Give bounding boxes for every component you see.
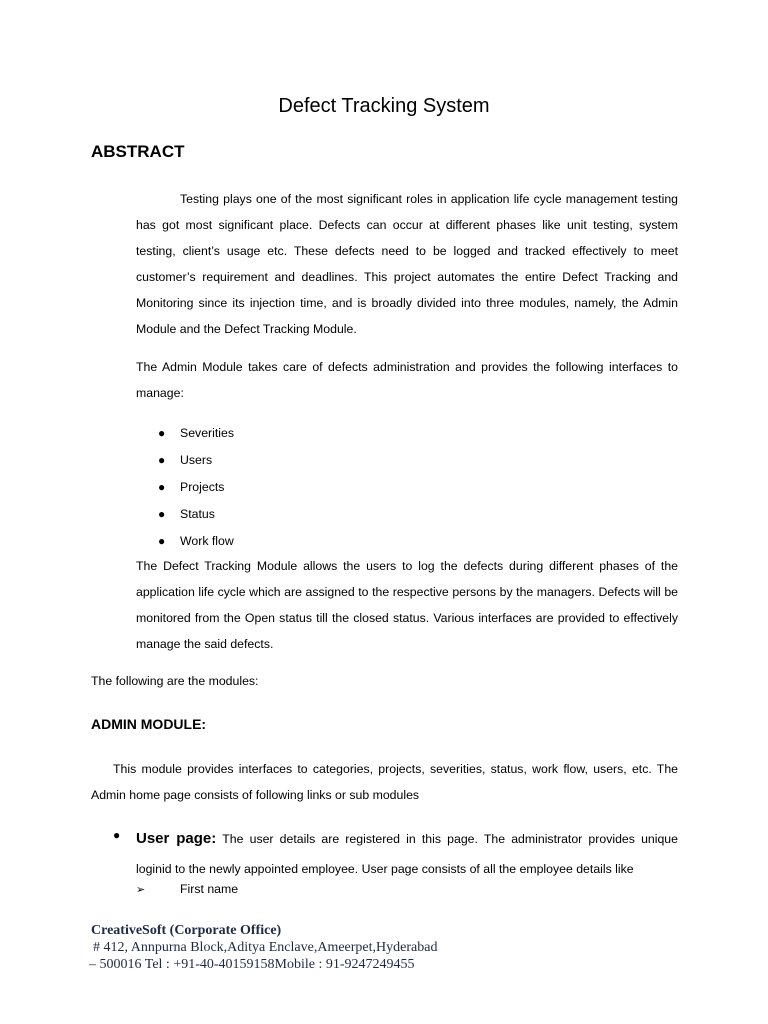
list-item: ● Users bbox=[136, 449, 234, 476]
bullet-icon: ● bbox=[113, 828, 121, 842]
bullet-icon: ● bbox=[158, 534, 166, 548]
list-item: ● Severities bbox=[136, 422, 234, 449]
bullet-icon: ● bbox=[158, 453, 166, 467]
user-page-text: The user details are registered in this page. The administrator provides unique loginid to the newly appointed employee. User page consists of all the employee details like bbox=[136, 832, 678, 876]
bullet-icon: ● bbox=[158, 426, 166, 440]
abstract-heading: ABSTRACT bbox=[91, 142, 185, 161]
user-page-item bbox=[91, 824, 678, 884]
modules-intro: The following are the modules: bbox=[91, 674, 259, 688]
footer-address-line-1: # 412, Annpurna Block,Aditya Enclave,Ameerpet,Hyderabad bbox=[93, 940, 438, 955]
list-item: ● Projects bbox=[136, 476, 234, 503]
admin-interfaces-list bbox=[136, 422, 234, 557]
footer-address-line-2: – 500016 Tel : +91-40-40159158Mobile : 91-9247249455 bbox=[89, 957, 415, 972]
user-page-label: User page: bbox=[136, 830, 217, 847]
abstract-paragraph-2: The Admin Module takes care of defects administration and provides the following interfaces to manage: bbox=[136, 360, 678, 400]
bullet-icon: ● bbox=[158, 480, 166, 494]
document-title: Defect Tracking System bbox=[278, 95, 490, 117]
admin-module-heading: ADMIN MODULE: bbox=[91, 716, 207, 732]
sub-item-label: First name bbox=[180, 882, 239, 896]
footer-company: CreativeSoft (Corporate Office) bbox=[91, 923, 282, 938]
admin-module-paragraph: This module provides interfaces to categories, projects, severities, status, work flow, users, etc. The Admin home page consists of following links or sub modules bbox=[91, 762, 678, 802]
sub-list-item bbox=[136, 882, 238, 896]
arrow-bullet-icon: ➢ bbox=[136, 884, 146, 896]
list-item: ● Status bbox=[136, 503, 234, 530]
defect-tracking-paragraph: The Defect Tracking Module allows the users to log the defects during different phases of the application life cycle which are assigned to the respective persons by the managers. Defects will be monitored from the Open status till the closed status. Various interfaces are provided to effectively manage the said defects. bbox=[136, 559, 678, 651]
page-footer bbox=[91, 922, 437, 973]
bullet-icon: ● bbox=[158, 507, 166, 521]
list-item: ● Work flow bbox=[136, 530, 234, 557]
abstract-paragraph-1: Testing plays one of the most significant roles in application life cycle management testing has got most significant place. Defects can occur at different phases like unit testing, system testing, client’s usage etc. These defects need to be logged and tracked effectively to meet customer’s requirement and deadlines. This project automates the entire Defect Tracking and Monitoring since its injection time, and is broadly divided into three modules, namely, the Admin Module and the Defect Tracking Module. bbox=[136, 192, 678, 336]
